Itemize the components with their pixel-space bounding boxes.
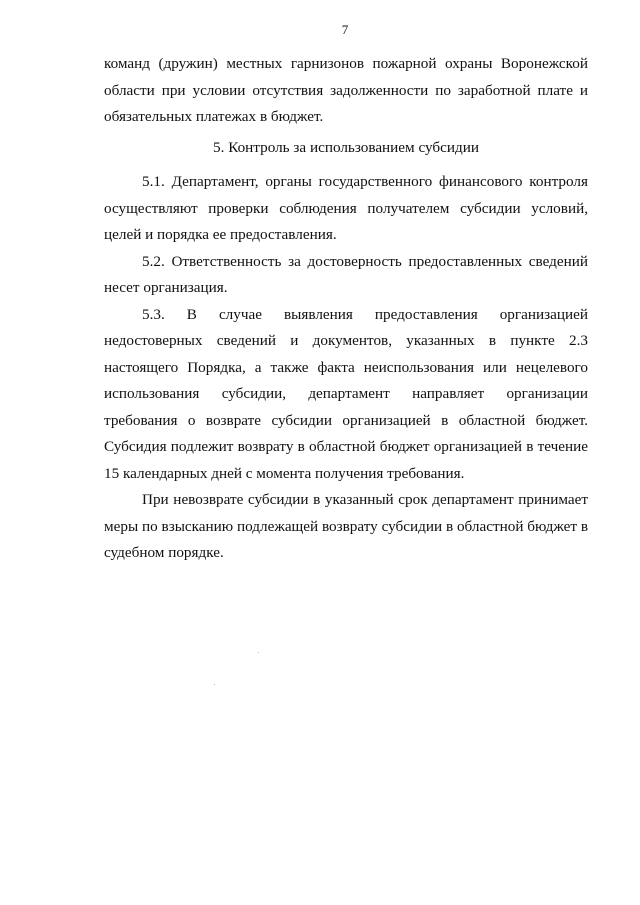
paragraph-5-1: 5.1. Департамент, органы государственного финансового контроля осуществляют проверки соблюдения получателем субсидии условий, целей и порядка ее предоставления. — [104, 173, 588, 243]
section-heading: 5. Контроль за использованием субсидии — [213, 139, 479, 156]
scan-speck — [258, 652, 259, 653]
paragraph-5-3: 5.3. В случае выявления предоставления организацией недостоверных сведений и документов, указанных в пункте 2.3 настоящего Порядка, а также факта неиспользования или нецелевого использования субсидии, департамент направляет организации требования о возврате субсидии организацией в областной бюджет. Субсидия подлежит возврату в областной бюджет организацией в течение 15 календарных дней с момента получения требования. — [104, 305, 588, 482]
page-number: 7 — [341, 22, 349, 37]
paragraph-non-return: При невозврате субсидии в указанный срок департамент принимает меры по взысканию подлежащей возврату субсидии в областной бюджет в судебном порядке. — [104, 491, 588, 561]
continued-paragraph: команд (дружин) местных гарнизонов пожарной охраны Воронежской области при условии отсутствия задолженности по заработной плате и обязательных платежах в бюджет. — [104, 55, 588, 125]
continued-text-block — [104, 51, 588, 131]
section-body — [104, 169, 588, 567]
paragraph-5-2: 5.2. Ответственность за достоверность предоставленных сведений несет организация. — [104, 252, 588, 296]
scan-speck — [214, 684, 215, 685]
